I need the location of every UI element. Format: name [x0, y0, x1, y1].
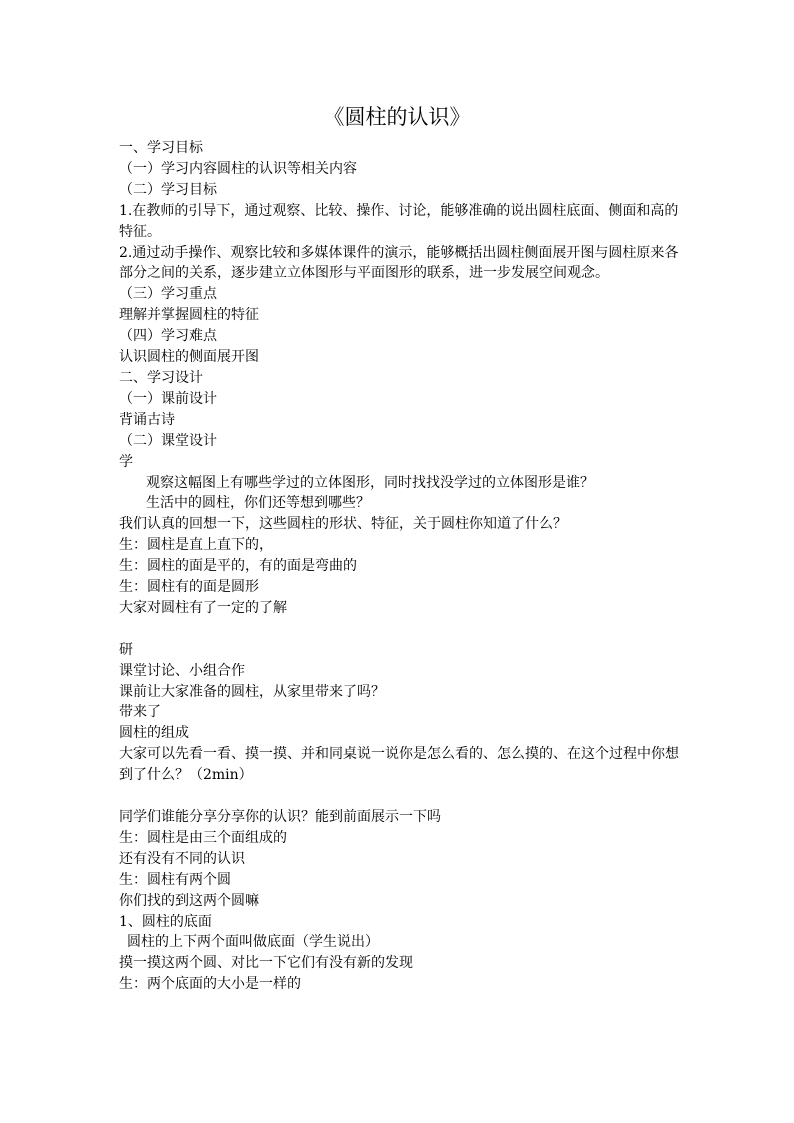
blank-line	[119, 619, 689, 640]
paragraph-text: 我们认真的回想一下，这些圆柱的形状、特征，关于圆柱你知道了什么？	[119, 516, 567, 533]
paragraph-text: 认识圆柱的侧面展开图	[119, 349, 259, 366]
paragraph-text: 生：两个底面的大小是一样的	[119, 976, 301, 993]
paragraph-text: 生：圆柱有的面是圆形	[119, 579, 259, 596]
paragraph-text: 大家对圆柱有了一定的了解	[119, 599, 287, 616]
subsection-heading: （二）学习目标	[119, 181, 217, 198]
document-body	[119, 138, 689, 995]
section-heading: 二、学习设计	[119, 369, 203, 386]
paragraph-text: 摸一摸这两个圆、对比一下它们有没有新的发现	[119, 955, 413, 972]
paragraph-text: 生：圆柱的面是平的，有的面是弯曲的	[119, 558, 357, 575]
paragraph-text: 生：圆柱是直上直下的，	[119, 537, 273, 554]
paragraph-text: 生：圆柱是由三个面组成的	[119, 829, 287, 846]
subsection-heading: （一）课前设计	[119, 390, 217, 407]
paragraph-text: 研	[119, 641, 133, 658]
paragraph-text: 同学们谁能分享分享你的认识？能到前面展示一下吗	[119, 808, 441, 825]
paragraph-text: 圆柱的上下两个面叫做底面（学生说出）	[127, 934, 379, 951]
subsection-heading: （二）课堂设计	[119, 432, 217, 449]
paragraph-text: 你们找的到这两个圆嘛	[119, 892, 259, 909]
paragraph-text: 课堂讨论、小组合作	[119, 662, 245, 679]
document-title: 《圆柱的认识》	[323, 105, 471, 129]
paragraph-text: 1.在教师的引导下，通过观察、比较、操作、讨论，能够准确的说出圆柱底面、侧面和高的特征。	[119, 202, 679, 240]
paragraph-text: 学	[119, 453, 133, 470]
paragraph-text: 生：圆柱有两个圆	[119, 871, 231, 888]
paragraph-text: 理解并掌握圆柱的特征	[119, 307, 259, 324]
subsection-heading: （一）学习内容圆柱的认识等相关内容	[119, 160, 357, 177]
paragraph-text: 还有没有不同的认识	[119, 850, 245, 867]
subsection-heading: （四）学习难点	[119, 328, 217, 345]
paragraph-text: 课前让大家准备的圆柱，从家里带来了吗？	[119, 683, 385, 700]
paragraph-text: 观察这幅图上有哪些学过的立体图形，同时找找没学过的立体图形是谁？	[146, 474, 594, 491]
paragraph-text: 背诵古诗	[119, 411, 175, 428]
paragraph-text: 生活中的圆柱，你们还等想到哪些？	[146, 495, 370, 512]
paragraph-text: 圆柱的组成	[119, 725, 189, 742]
paragraph-text: 2.通过动手操作、观察比较和多媒体课件的演示，能够概括出圆柱侧面展开图与圆柱原来各部分之间的关系，逐步建立立体图形与平面图形的联系，进一步发展空间观念。	[119, 244, 679, 282]
section-heading: 一、学习目标	[119, 140, 203, 156]
subsection-heading: （三）学习重点	[119, 286, 217, 303]
paragraph-text: 大家可以先看一看、摸一摸、并和同桌说一说你是怎么看的、怎么摸的、在这个过程中你想到了什么？（2min）	[119, 746, 679, 784]
paragraph-text: 带来了	[119, 704, 161, 721]
subsection-heading: 1、圆柱的底面	[119, 913, 212, 930]
blank-line	[119, 786, 689, 807]
